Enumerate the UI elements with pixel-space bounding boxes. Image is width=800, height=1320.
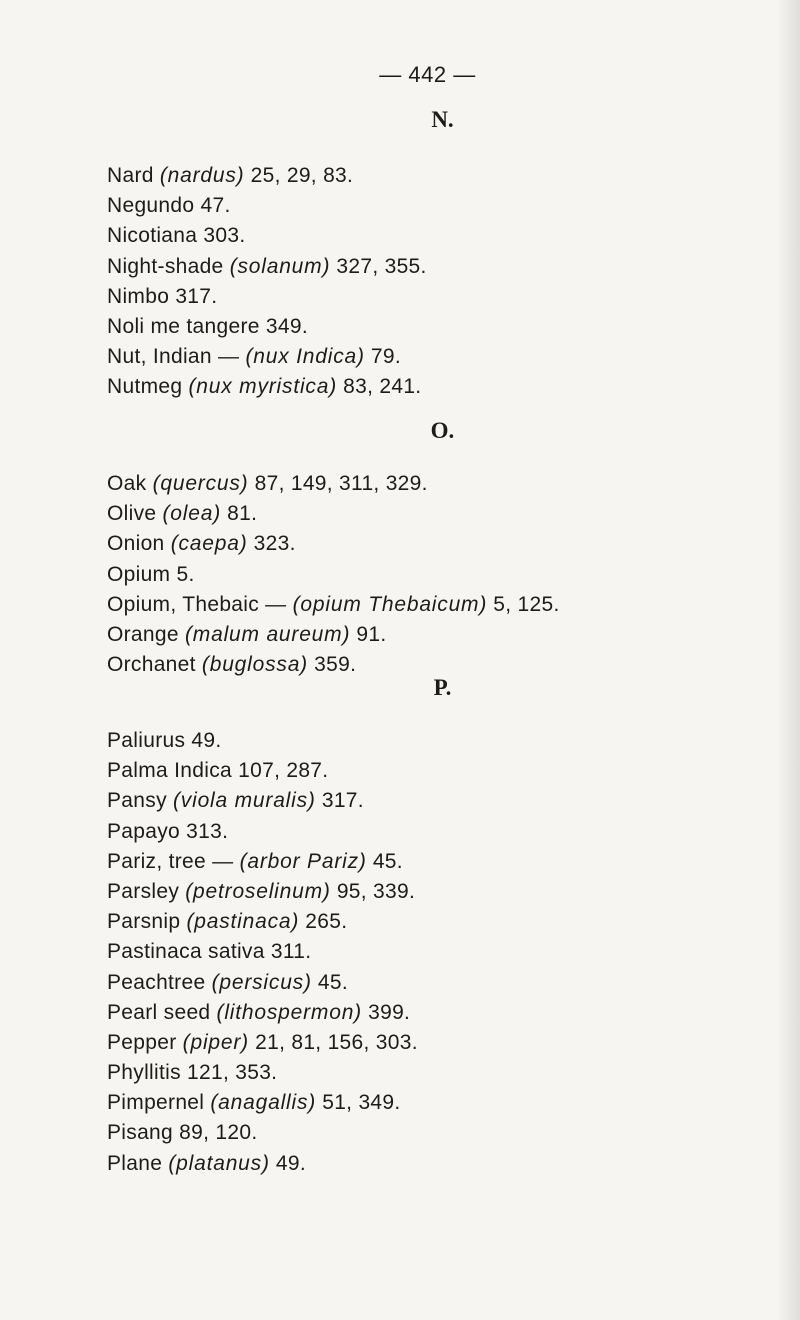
page-number: — 442 — — [379, 62, 476, 87]
index-entry — [107, 499, 560, 529]
entry-term: Peachtree — [107, 970, 206, 994]
entry-page-refs: 49. — [275, 1151, 306, 1175]
index-entry — [107, 907, 418, 937]
index-entry — [107, 877, 418, 907]
index-entry — [107, 312, 427, 342]
section-list-p — [107, 726, 418, 1179]
entry-term: Negundo — [107, 194, 195, 218]
section-list-o — [107, 469, 560, 680]
entry-page-refs: 47. — [200, 194, 231, 218]
entry-term: Nicotiana — [107, 224, 198, 248]
entry-term: Onion — [107, 532, 165, 556]
entry-page-refs: 5, 125. — [493, 592, 560, 616]
entry-term: Nut, Indian — — [107, 345, 240, 369]
entry-latin-name: (nux myristica) — [188, 375, 337, 399]
entry-page-refs: 313. — [186, 819, 229, 843]
entry-term: Orchanet — [107, 653, 196, 677]
index-entry — [107, 221, 427, 251]
entry-term: Phyllitis — [107, 1061, 181, 1085]
index-entry — [107, 786, 418, 816]
index-entry — [107, 342, 427, 372]
entry-latin-name: (buglossa) — [201, 653, 308, 677]
index-entry — [107, 252, 427, 282]
entry-latin-name: (petroselinum) — [185, 879, 331, 903]
entry-latin-name: (nux Indica) — [245, 345, 365, 369]
entry-page-refs: 349. — [265, 314, 308, 338]
entry-page-refs: 317. — [175, 284, 218, 308]
entry-term: Papayo — [107, 819, 181, 843]
entry-term: Parsnip — [107, 910, 181, 934]
entry-term: Opium — [107, 562, 171, 586]
entry-page-refs: 311. — [270, 940, 312, 964]
entry-page-refs: 121, 353. — [187, 1061, 278, 1085]
entry-term: Pastinaca sativa — [107, 940, 265, 964]
entry-latin-name: (malum aureum) — [185, 622, 351, 646]
entry-page-refs: 399. — [368, 1000, 411, 1024]
section-list-n — [107, 161, 427, 403]
index-entry — [107, 560, 560, 590]
section-heading-o: O. — [430, 418, 455, 443]
index-entry — [107, 1058, 418, 1088]
entry-term: Plane — [107, 1151, 163, 1175]
entry-term: Parsley — [107, 879, 180, 903]
entry-term: Orange — [107, 622, 179, 646]
entry-page-refs: 317. — [321, 789, 364, 813]
entry-term: Palma Indica — [107, 759, 232, 783]
entry-term: Pimpernel — [107, 1091, 205, 1115]
entry-page-refs: 327, 355. — [336, 254, 427, 278]
entry-page-refs: 83, 241. — [343, 375, 422, 399]
entry-page-refs: 91. — [356, 622, 387, 646]
index-entry — [107, 191, 427, 221]
entry-term: Oak — [107, 472, 147, 495]
index-entry — [107, 282, 427, 312]
entry-page-refs: 89, 120. — [179, 1121, 258, 1145]
index-entry — [107, 372, 427, 402]
entry-latin-name: (lithospermon) — [216, 1000, 362, 1024]
section-heading-n: N. — [431, 107, 454, 132]
index-entry — [107, 1028, 418, 1058]
entry-page-refs: 359. — [314, 653, 357, 677]
entry-term: Pisang — [107, 1121, 174, 1145]
entry-page-refs: 45. — [317, 970, 348, 994]
entry-term: Nutmeg — [107, 375, 183, 399]
entry-latin-name: (persicus) — [211, 970, 312, 994]
entry-latin-name: (pastinaca) — [186, 910, 300, 934]
index-entry — [107, 968, 418, 998]
entry-term: Pansy — [107, 789, 167, 813]
entry-latin-name: (solanum) — [229, 254, 331, 278]
index-entry — [107, 937, 418, 967]
entry-latin-name: (viola muralis) — [173, 789, 316, 813]
index-entry — [107, 161, 427, 191]
entry-latin-name: (nardus) — [159, 164, 245, 187]
entry-latin-name: (quercus) — [152, 472, 249, 495]
entry-page-refs: 95, 339. — [336, 879, 416, 903]
entry-term: Nard — [107, 164, 154, 187]
index-entry — [107, 590, 560, 620]
entry-page-refs: 5. — [176, 562, 195, 586]
index-entry — [107, 529, 560, 559]
index-entry — [107, 756, 418, 786]
index-entry — [107, 620, 560, 650]
entry-term: Opium, Thebaic — — [107, 592, 287, 616]
entry-term: Pepper — [107, 1030, 177, 1054]
index-entry — [107, 1149, 418, 1179]
entry-term: Nimbo — [107, 284, 170, 308]
index-entry — [107, 469, 560, 499]
index-entry — [107, 1118, 418, 1148]
index-entry — [107, 998, 418, 1028]
entry-page-refs: 323. — [253, 532, 296, 556]
entry-page-refs: 45. — [372, 849, 403, 873]
entry-term: Noli me tangere — [107, 314, 260, 338]
entry-page-refs: 303. — [203, 224, 246, 248]
entry-page-refs: 107, 287. — [238, 759, 329, 783]
entry-term: Olive — [107, 502, 157, 526]
index-entry — [107, 726, 418, 756]
entry-page-refs: 49. — [191, 729, 222, 752]
entry-latin-name: (piper) — [182, 1030, 249, 1054]
entry-latin-name: (arbor Pariz) — [239, 849, 367, 873]
entry-page-refs: 25, 29, 83. — [250, 164, 354, 187]
index-entry — [107, 847, 418, 877]
entry-term: Pearl seed — [107, 1000, 211, 1024]
index-entry — [107, 1088, 418, 1118]
entry-term: Paliurus — [107, 729, 186, 752]
entry-page-refs: 51, 349. — [322, 1091, 401, 1115]
index-entry — [107, 817, 418, 847]
entry-page-refs: 81. — [227, 502, 258, 526]
entry-latin-name: (anagallis) — [210, 1091, 317, 1115]
entry-latin-name: (olea) — [162, 502, 221, 526]
entry-page-refs: 79. — [370, 345, 402, 369]
entry-term: Pariz, tree — — [107, 849, 234, 873]
entry-page-refs: 265. — [305, 910, 348, 934]
entry-latin-name: (caepa) — [170, 532, 248, 556]
entry-term: Night-shade — [107, 254, 224, 278]
entry-page-refs: 87, 149, 311, 329. — [254, 472, 428, 495]
entry-latin-name: (opium Thebaicum) — [292, 592, 488, 616]
entry-latin-name: (platanus) — [168, 1151, 270, 1175]
section-heading-p: P. — [433, 675, 452, 700]
entry-page-refs: 21, 81, 156, 303. — [255, 1030, 418, 1054]
